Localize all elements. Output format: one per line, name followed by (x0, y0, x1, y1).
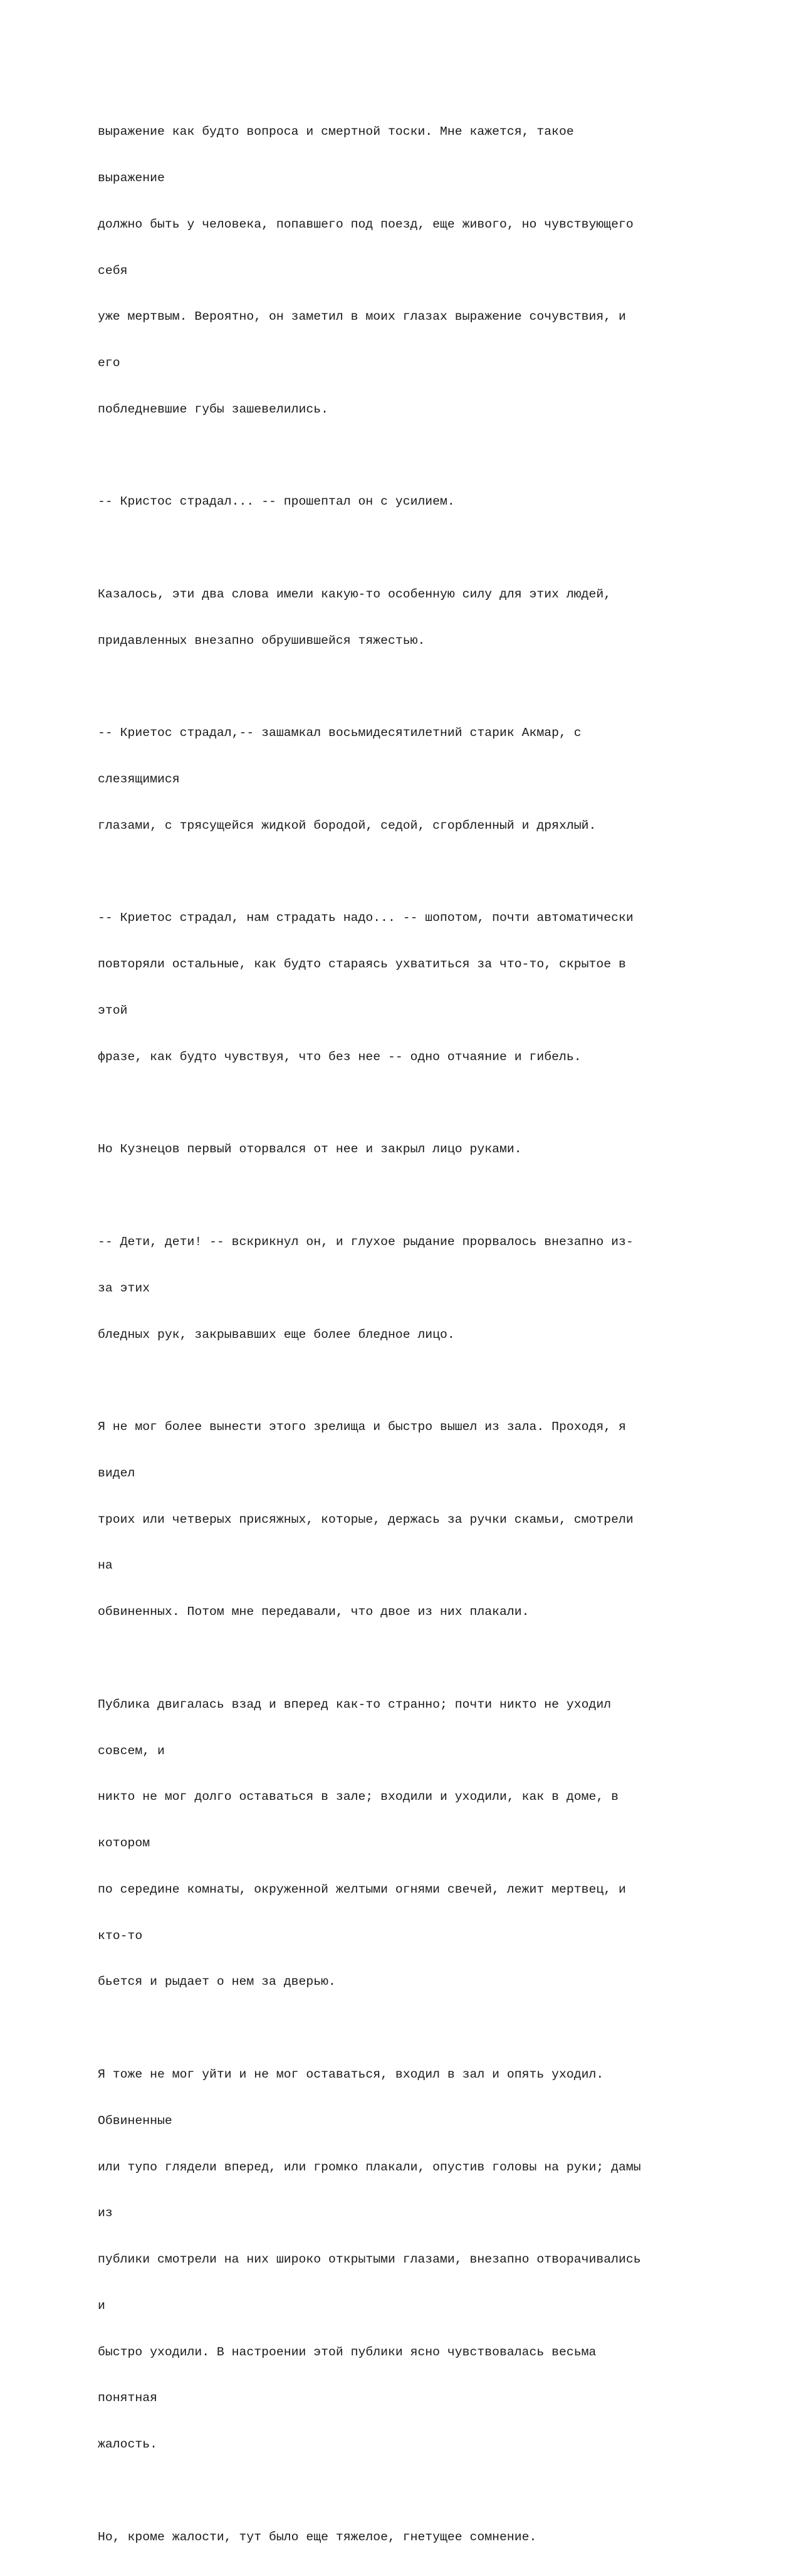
text-line: этой (98, 1004, 128, 1018)
blank-line (98, 1651, 775, 1666)
text-line: Казалось, эти два слова имели какую-то особенную силу для этих людей, (98, 587, 612, 601)
text-line: понятная (98, 2391, 157, 2405)
blank-line (98, 448, 775, 464)
text-line: Но, кроме жалости, тут было еще тяжелое, гнетущее сомнение. (98, 2530, 537, 2544)
text-line: его (98, 356, 120, 371)
text-line: по середине комнаты, окруженной желтыми огнями свечей, лежит мертвец, и (98, 1882, 626, 1896)
text-line: Обвиненные (98, 2113, 172, 2128)
text-line: за этих (98, 1281, 150, 1295)
text-line: или тупо глядели вперед, или громко плакали, опустив головы на руки; дамы (98, 2160, 641, 2174)
text-line: побледневшие губы зашевелились. (98, 402, 328, 416)
blank-line (98, 2483, 775, 2499)
text-line: публики смотрели на них широко открытыми глазами, внезапно отворачивались (98, 2253, 641, 2267)
text-line: должно быть у человека, попавшего под поезд, еще живого, но чувствующего (98, 217, 634, 231)
text-line: -- Криетос страдал,-- зашамкал восьмидесятилетний старик Акмар, с (98, 726, 582, 740)
text-line: на (98, 1559, 113, 1573)
text-line: троих или четверых присяжных, которые, держась за ручки скамьи, смотрели (98, 1512, 634, 1527)
text-line: выражение как будто вопроса и смертной тоски. Мне кажется, такое (98, 125, 574, 139)
blank-line (98, 1373, 775, 1389)
text-line: совсем, и (98, 1743, 165, 1758)
blank-line (98, 865, 775, 880)
text-line: слезящимися (98, 772, 180, 787)
blank-line (98, 680, 775, 695)
text-line: Я не мог более вынести этого зрелища и быстро вышел из зала. Проходя, я (98, 1420, 626, 1434)
text-line: фразе, как будто чувствуя, что без нее -- одно отчаяние и гибель. (98, 1049, 582, 1064)
text-line: придавленных внезапно обрушившейся тяжестью. (98, 633, 426, 648)
text-line: из (98, 2206, 113, 2221)
text-line: -- Криетос страдал, нам страдать надо... -- шопотом, почти автоматически (98, 911, 634, 925)
blank-line (98, 540, 775, 556)
text-line: выражение (98, 171, 165, 185)
text-line: -- Кристос страдал... -- прошептал он с усилием. (98, 495, 455, 509)
text-line: кто-то (98, 1928, 143, 1943)
document-text (98, 93, 775, 2576)
text-line: быстро уходили. В настроении этой публики ясно чувствовалась весьма (98, 2345, 597, 2359)
text-line: себя (98, 263, 128, 278)
text-line: бледных рук, закрывавших еще более бледное лицо. (98, 1327, 455, 1342)
text-line: бьется и рыдает о нем за дверью. (98, 1975, 336, 1989)
text-line: Но Кузнецов первый оторвался от нее и закрыл лицо руками. (98, 1142, 522, 1157)
text-line: обвиненных. Потом мне передавали, что двое из них плакали. (98, 1605, 530, 1619)
blank-line (98, 1096, 775, 1112)
text-line: уже мертвым. Вероятно, он заметил в моих глазах выражение сочувствия, и (98, 310, 626, 324)
text-line: и (98, 2298, 105, 2313)
blank-line (98, 1188, 775, 1204)
text-line: жалость. (98, 2437, 157, 2452)
text-line: повторяли остальные, как будто стараясь ухватиться за что-то, скрытое в (98, 957, 626, 972)
text-line: котором (98, 1836, 150, 1851)
text-line: видел (98, 1466, 135, 1480)
text-line: Я тоже не мог уйти и не мог оставаться, входил в зал и опять уходил. (98, 2068, 604, 2081)
text-line: никто не мог долго оставаться в зале; входили и уходили, как в доме, в (98, 1790, 619, 1804)
text-line: глазами, с трясущейся жидкой бородой, седой, сгорбленный и дряхлый. (98, 818, 597, 833)
text-line: Публика двигалась взад и вперед как-то странно; почти никто не уходил (98, 1697, 612, 1711)
blank-line (98, 2021, 775, 2036)
text-line: -- Дети, дети! -- вскрикнул он, и глухое рыдание прорвалось внезапно из- (98, 1234, 634, 1249)
